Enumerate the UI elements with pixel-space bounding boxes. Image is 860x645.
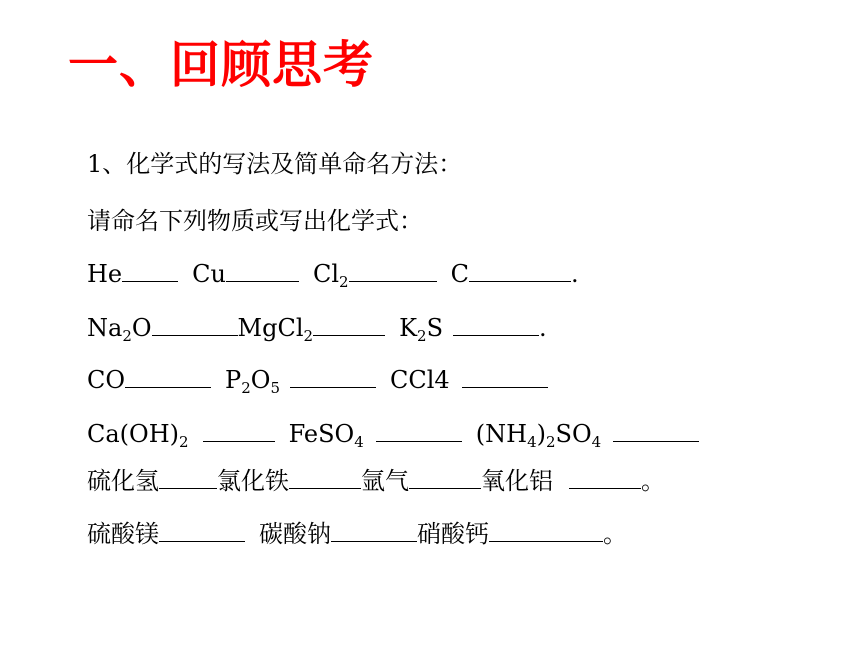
answer-blank[interactable]: [569, 466, 641, 489]
formula-cl2: $Cl_2$: [312, 260, 349, 291]
formula-ccl4: CCl4: [389, 366, 450, 394]
answer-blank[interactable]: [159, 466, 217, 489]
answer-blank[interactable]: [313, 313, 385, 336]
slide-title: 一、回顾思考: [68, 36, 374, 94]
name-mgso4: 硫酸镁: [87, 520, 159, 548]
period: .: [539, 314, 547, 342]
formula-na2o: $Na_2O$: [87, 314, 152, 345]
formula-row-3: [87, 365, 548, 397]
full-stop: 。: [641, 467, 665, 495]
answer-blank[interactable]: [159, 519, 245, 542]
formula-cu: Cu: [192, 260, 226, 288]
formula-caoh2: $Ca(OH)_2$: [87, 420, 189, 451]
name-row-6: [87, 519, 627, 548]
answer-blank[interactable]: [290, 365, 376, 388]
formula-k2s: $K_2S$: [399, 314, 444, 345]
answer-blank[interactable]: [376, 419, 462, 442]
name-argon: 氩气: [361, 467, 409, 495]
formula-nh4so4: $(NH_4)_2SO_4$: [475, 420, 602, 451]
instruction: 请命名下列物质或写出化学式：: [87, 207, 423, 235]
answer-blank[interactable]: [453, 313, 539, 336]
formula-he: He: [87, 260, 123, 288]
name-fecl3: 氯化铁: [217, 467, 289, 495]
name-na2co3: 碳酸钠: [259, 520, 331, 548]
answer-blank[interactable]: [122, 259, 178, 282]
name-al2o3: 氧化铝: [481, 467, 553, 495]
answer-blank[interactable]: [289, 466, 361, 489]
answer-blank[interactable]: [469, 259, 571, 282]
name-cano32: 硝酸钙: [417, 520, 489, 548]
name-row-5: [87, 466, 665, 495]
formula-mgcl2: MgCl$_2$: [237, 314, 314, 345]
full-stop: 。: [603, 520, 627, 548]
section-heading: 1、化学式的写法及简单命名方法：: [87, 150, 463, 178]
answer-blank[interactable]: [349, 259, 437, 282]
answer-blank[interactable]: [489, 519, 603, 542]
answer-blank[interactable]: [613, 419, 699, 442]
formula-p2o5: $P_2O_5$: [225, 366, 280, 397]
formula-row-1: [87, 259, 579, 291]
answer-blank[interactable]: [331, 519, 417, 542]
answer-blank[interactable]: [203, 419, 275, 442]
answer-blank[interactable]: [226, 259, 299, 282]
formula-row-2: [87, 313, 547, 345]
formula-row-4: [87, 419, 699, 451]
period: .: [570, 260, 579, 288]
formula-co: CO: [87, 366, 126, 394]
answer-blank[interactable]: [462, 365, 548, 388]
answer-blank[interactable]: [409, 466, 481, 489]
name-h2s: 硫化氢: [87, 467, 159, 495]
answer-blank[interactable]: [125, 365, 211, 388]
formula-feso4: FeSO$_4$: [288, 420, 364, 451]
formula-c: C: [450, 260, 469, 288]
answer-blank[interactable]: [152, 313, 238, 336]
